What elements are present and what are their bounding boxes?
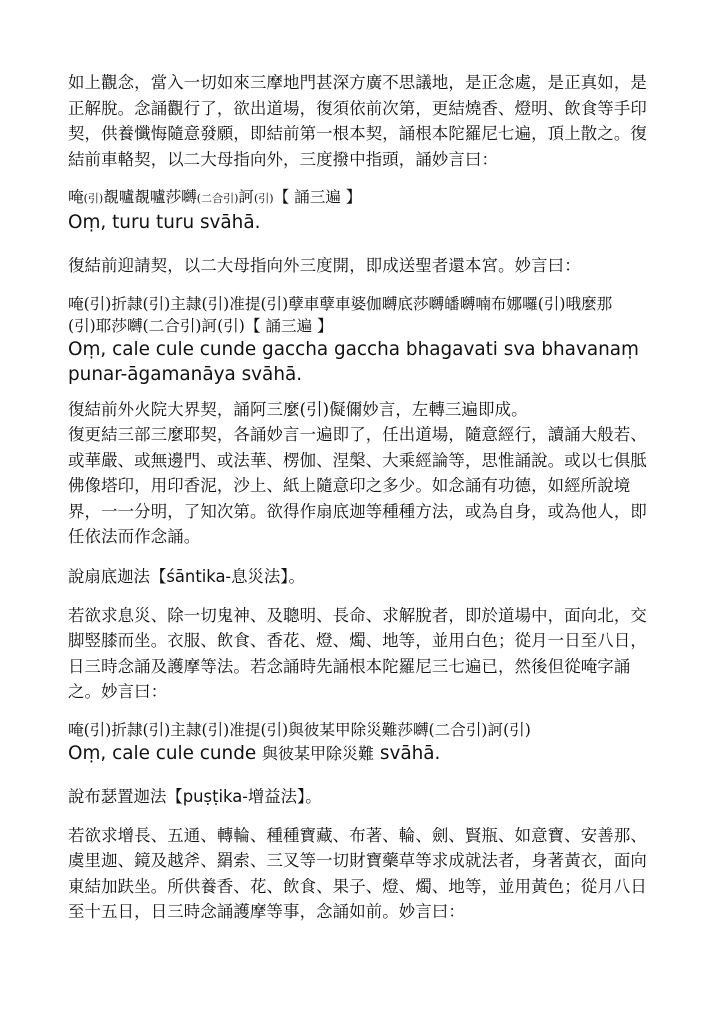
paragraph-three-families: 復更結三部三麼耶契，各誦妙言一遍即了，任出道場，隨意經行，讀誦大般若、或華嚴、或無邊門、或法華、楞伽、涅槃、大乘經論等，思惟誦說。或以七俱胝佛像塔印，用印香泥，沙上、紙上隨意印之多少。如念誦有功德，如經所說境界，一一分明，了知次第。欲得作扇底迦等種種方法，或為自身，或為他人，即任依法而作念誦。 bbox=[68, 425, 647, 546]
paragraph-closing-rite: 如上觀念，當入一切如來三摩地門甚深方廣不思議地，是正念處，是正真如，是正解脫。念誦觀行了，欲出道場，復須依前次第，更結燒香、燈明、飲食等手印契，供養懺悔隨意發願，即結前第一根本契，誦根本陀羅尼七遍，頂上散之。復結前車輅契，以二大母指向外，三度撥中指頭，誦妙言曰： bbox=[68, 73, 647, 169]
mantra-send-off-line2: (引)耶莎嚩(二合引)訶(引)【 誦三遍 】 bbox=[68, 316, 333, 335]
mantra-santika-romanized: Oṃ, cale cule cunde 與彼某甲除災難 svāhā. bbox=[68, 742, 441, 764]
paragraph-send-off: 復結前迎請契，以二大母指向外三度開，即成送聖者還本宮。妙言曰： bbox=[68, 256, 581, 275]
mantra-santika: 唵(引)折隷(引)主隷(引)准提(引)與彼某甲除災難莎嚩(二合引)訶(引) bbox=[68, 720, 531, 739]
heading-pustika: 說布瑟置迦法【puṣṭika-增益法】。 bbox=[68, 786, 322, 806]
mantra-chariot: 唵(引)覩嚧覩嚧莎嚩(二合引)訶(引)【 誦三遍 】 bbox=[68, 188, 362, 206]
paragraph-fire-boundary: 復結前外火院大界契，誦阿三麼(引)儗儞妙言，左轉三遍即成。 bbox=[68, 399, 528, 419]
heading-santika: 說扇底迦法【śāntika-息災法】。 bbox=[68, 566, 305, 586]
mantra-send-off-romanized-1: Oṃ, cale cule cunde gaccha gaccha bhagavati sva bhavanaṃ bbox=[68, 338, 639, 360]
paragraph-pustika: 若欲求增長、五通、轉輪、種種寶藏、布著、輪、劍、賢瓶、如意寶、安善那、虞里迦、鏡及越斧、羂索、三叉等一切財寶藥草等求成就法者，身著黃衣，面向東結加趺坐。所供養香、花、飲食、果子、燈、燭、地等，並用黃色；從月八日至十五日，日三時念誦護摩等事，念誦如前。妙言曰： bbox=[68, 825, 647, 921]
mantra-chariot-romanized: Oṃ, turu turu svāhā. bbox=[68, 212, 261, 233]
mantra-send-off-line1: 唵(引)折隷(引)主隷(引)准提(引)孽車孽車婆伽嚩底莎嚩皤嚩喃布娜囉(引)哦麼那 bbox=[68, 294, 613, 313]
document-page bbox=[68, 70, 658, 925]
paragraph-santika: 若欲求息災、除一切鬼神、及聰明、長命、求解脫者，即於道場中，面向北，交脚竪膝而坐。衣服、飲食、香花、燈、燭、地等，並用白色；從月一日至八日，日三時念誦及護摩等法。若念誦時先誦根本陀羅尼三七遍已，然後但從唵字誦之。妙言曰： bbox=[68, 605, 647, 701]
mantra-send-off-romanized-2: punar-āgamanāya svāhā. bbox=[68, 363, 303, 385]
